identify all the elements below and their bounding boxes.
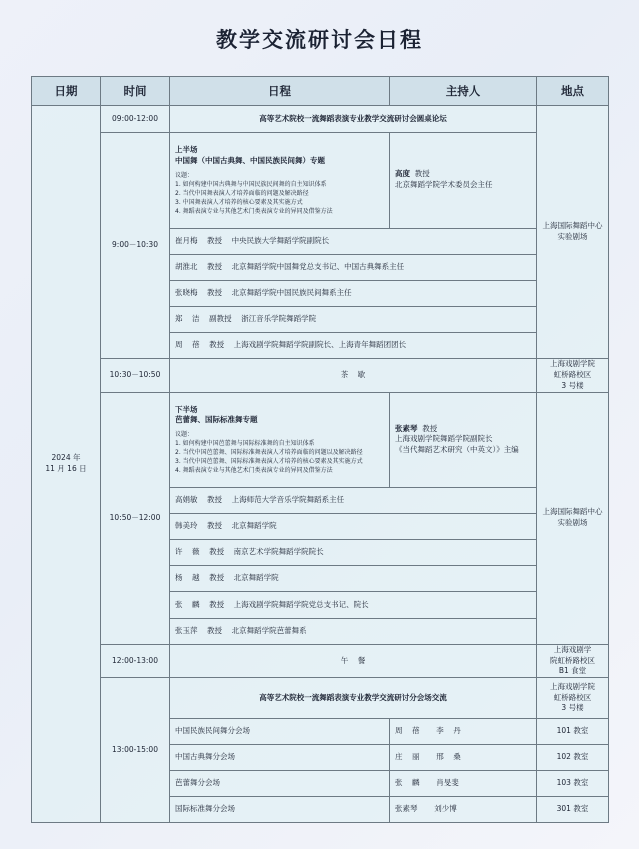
time-cell: 10:50－12:00 [101,392,170,644]
table-row [32,359,609,393]
breakout-hosts: 张素琴 刘少博 [390,796,537,822]
breakout-room: 301 教室 [537,796,609,822]
session-topic: 芭蕾舞、国际标准舞专题 [175,415,258,425]
time-cell: 13:00-15:00 [101,678,170,823]
table-row [32,392,609,487]
venue-line: 3 号楼 [561,380,584,390]
agenda-item: 4. 舞蹈表演专业与其他艺术门类表演专业的异同及借鉴方法 [175,467,333,475]
table-row [32,644,609,678]
host-book: 《当代舞蹈艺术研究（中英文）》主编 [395,445,519,455]
speaker-row: 高娟敏 教授 上海师范大学音乐学院舞蹈系主任 [170,488,537,514]
agenda-label: 议题： [175,431,194,439]
schedule-table [31,76,609,823]
date-year: 2024 年 [51,453,81,463]
breakout-name: 中国民族民间舞分会场 [170,718,390,744]
breakout-name: 芭蕾舞分会场 [170,770,390,796]
session2-detail [170,392,390,487]
speaker-row: 韩美玲 教授 北京舞蹈学院 [170,514,537,540]
venue-line: 上海戏剧学院 [550,681,595,691]
header-row [32,77,609,106]
venue-line: 院虹桥路校区 [550,655,595,665]
breakout-hosts: 张 麟 肖旻斐 [390,770,537,796]
header-time: 时间 [101,77,170,106]
header-host: 主持人 [390,77,537,106]
date-cell [32,106,101,823]
host-name: 张素琴 [395,423,418,433]
time-cell: 10:30－10:50 [101,359,170,393]
date-day: 11 月 16 日 [45,464,87,474]
table-row [32,133,609,228]
speaker-row: 张 麟 教授 上海戏剧学院舞蹈学院党总支书记、院长 [170,592,537,618]
agenda-item: 3. 中国舞表演人才培养的核心要素及其实施方式 [175,198,303,206]
venue-cell [537,106,609,359]
session-label: 上半场 [175,144,198,154]
speaker-row: 郑 洁 副教授 浙江音乐学院舞蹈学院 [170,306,537,332]
roundtable-title: 高等艺术院校一流舞蹈表演专业教学交流研讨会圆桌论坛 [170,106,537,133]
venue-cell [537,644,609,678]
time-cell: 9:00－10:30 [101,133,170,359]
venue-line: 上海国际舞蹈中心 [542,507,603,517]
session1-host [390,133,537,228]
lunch-cell: 午 餐 [170,644,537,678]
session1-detail [170,133,390,228]
host-org: 北京舞蹈学院学术委员会主任 [395,180,493,190]
agenda-label: 议题： [175,171,194,179]
speaker-row: 周 蓓 教授 上海戏剧学院舞蹈学院副院长、上海青年舞蹈团团长 [170,332,537,358]
breakout-name: 国际标准舞分会场 [170,796,390,822]
session-topic: 中国舞（中国古典舞、中国民族民间舞）专题 [175,155,325,165]
host-org: 上海戏剧学院舞蹈学院副院长 [395,434,493,444]
breakout-room: 102 教室 [537,744,609,770]
venue-cell [537,359,609,393]
host-title: 教授 [414,169,430,179]
header-schedule: 日程 [170,77,390,106]
venue-cell [537,678,609,718]
agenda-item: 2. 当代中国舞表演人才培养面临的问题及解决路径 [175,189,309,197]
venue-line: B1 食堂 [558,666,587,676]
breakout-hosts: 庄 丽 邢 桑 [390,744,537,770]
venue-line: 虹桥路校区 [553,692,592,702]
breakout-hosts: 周 蓓 李 丹 [390,718,537,744]
venue-cell [537,392,609,644]
venue-line: 3 号楼 [561,703,584,713]
venue-line: 上海戏剧学院 [550,359,595,369]
speaker-row: 崔月梅 教授 中央民族大学舞蹈学院副院长 [170,228,537,254]
speaker-row: 胡淮北 教授 北京舞蹈学院中国舞党总支书记、中国古典舞系主任 [170,254,537,280]
breakout-room: 103 教室 [537,770,609,796]
venue-line: 上海戏剧学 [553,644,592,654]
agenda-item: 3. 当代中国芭蕾舞、国际标准舞表演人才培养的核心要素及其实施方式 [175,458,363,466]
header-date: 日期 [32,77,101,106]
agenda-item: 1. 如何构建中国古典舞与中国民族民间舞的自主知识体系 [175,180,327,188]
venue-line: 实验剧场 [557,232,588,242]
venue-line: 实验剧场 [557,518,588,528]
header-location: 地点 [537,77,609,106]
session-label: 下半场 [175,404,198,414]
table-row [32,678,609,718]
venue-line: 虹桥路校区 [553,369,592,379]
breakout-name: 中国古典舞分会场 [170,744,390,770]
speaker-row: 张晓梅 教授 北京舞蹈学院中国民族民间舞系主任 [170,280,537,306]
table-row [32,106,609,133]
host-title: 教授 [422,423,438,433]
page-title: 教学交流研讨会日程 [216,28,423,52]
break-cell: 茶 歇 [170,359,537,393]
speaker-row: 杨 越 教授 北京舞蹈学院 [170,566,537,592]
speaker-row: 张玉萍 教授 北京舞蹈学院芭蕾舞系 [170,618,537,644]
breakout-room: 101 教室 [537,718,609,744]
session2-host [390,392,537,487]
breakout-title: 高等艺术院校一流舞蹈表演专业教学交流研讨分会场交流 [170,678,537,718]
host-name: 高度 [395,169,410,179]
speaker-row: 许 薇 教授 南京艺术学院舞蹈学院院长 [170,540,537,566]
time-cell: 09:00-12:00 [101,106,170,133]
agenda-item: 2. 当代中国芭蕾舞、国际标准舞表演人才培养面临的问题以及解决路径 [175,449,363,457]
time-cell: 12:00-13:00 [101,644,170,678]
agenda-item: 4. 舞蹈表演专业与其他艺术门类表演专业的异同及借鉴方法 [175,207,333,215]
venue-line: 上海国际舞蹈中心 [542,221,603,231]
agenda-item: 1. 如何构建中国芭蕾舞与国际标准舞的自主知识体系 [175,440,315,448]
